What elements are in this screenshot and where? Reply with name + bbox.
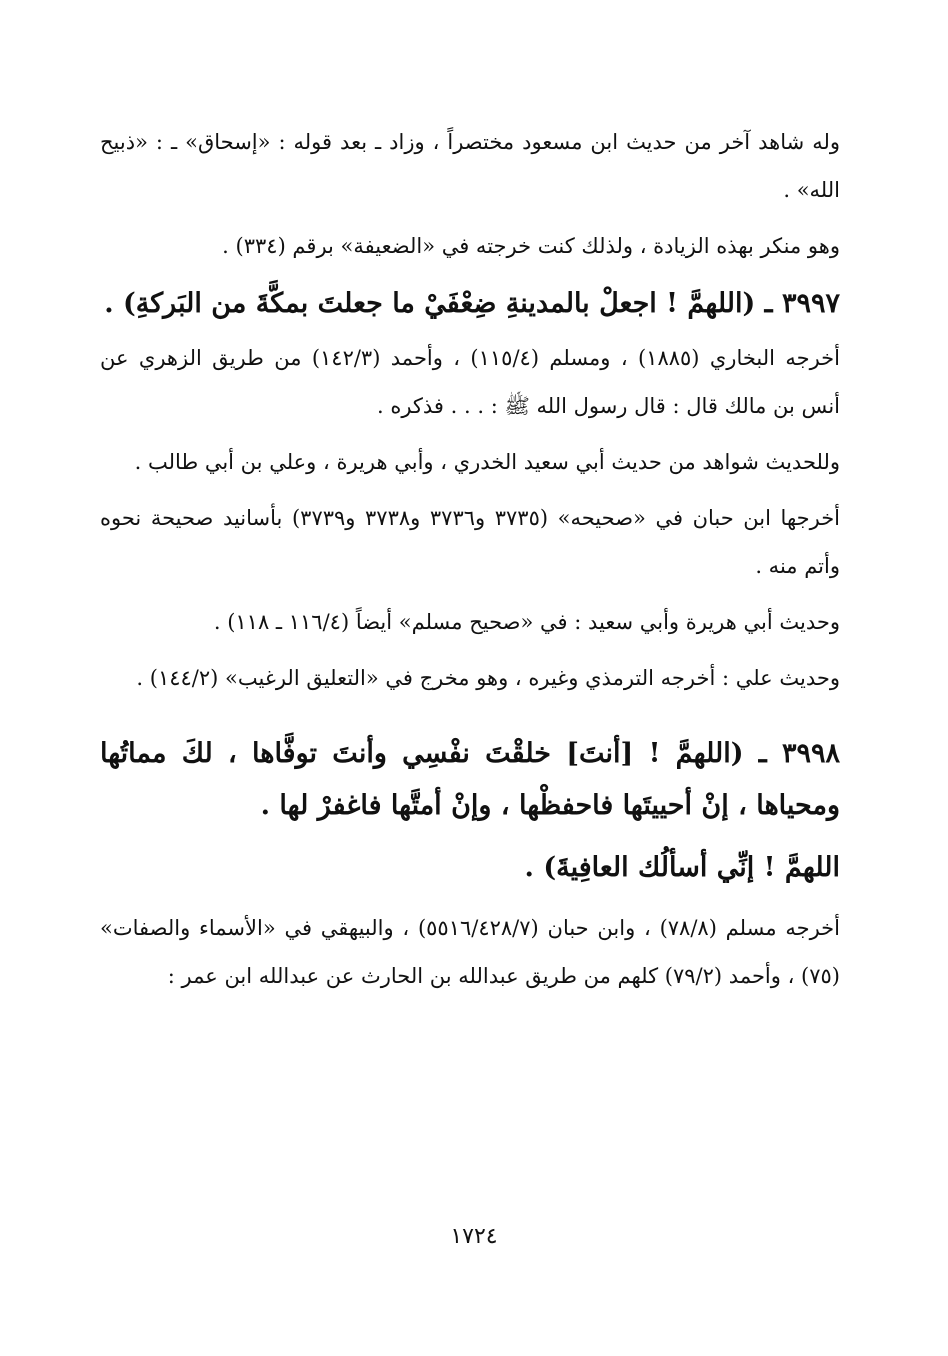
page-number: ١٧٢٤	[450, 1224, 498, 1249]
page-body	[100, 118, 840, 1008]
paragraph-takhrij-3997: أخرجه البخاري (١٨٨٥) ، ومسلم (١١٥/٤) ، وأحمد (١٤٢/٣) من طريق الزهري عن أنس بن مالك قال : قال رسول الله ﷺ : . . . فذكره .	[100, 346, 840, 418]
hadith-heading-3998: ٣٩٩٨ ـ (اللهمَّ ! [أنتَ] خلقْتَ نفْسِي وأنتَ توفَّاها ، لكَ مماتُها ومحياها ، إنْ أحييتَها فاحفظْها ، وإنْ أمتَّها فاغفرْ لها .	[100, 738, 840, 821]
paragraph-takhrij-3998: أخرجه مسلم (٧٨/٨) ، وابن حبان (٥٥١٦/٤٢٨/٧) ، والبيهقي في «الأسماء والصفات» (٧٥) ، وأحمد (٧٩/٢) كلهم من طريق عبدالله بن الحارث عن عبدالله ابن عمر :	[100, 916, 840, 988]
hadith-heading-3997: ٣٩٩٧ ـ (اللهمَّ ! اجعلْ بالمدينةِ ضِعْفَيْ ما جعلتَ بمكَّةَ من البَركةِ) .	[104, 288, 840, 319]
paragraph-ali: وحديث علي : أخرجه الترمذي وغيره ، وهو مخرج في «التعليق الرغيب» (١٤٤/٢) .	[136, 666, 840, 690]
paragraph-ibn-hibban: أخرجها ابن حبان في «صحيحه» (٣٧٣٥ و٣٧٣٦ و٣٧٣٨ و٣٧٣٩) بأسانيد صحيحة نحوه وأتم منه .	[100, 506, 841, 578]
hadith-heading-3998-cont: اللهمَّ ! إنِّي أسألُك العافِيةَ) .	[524, 852, 840, 883]
paragraph-munkar: وهو منكر بهذه الزيادة ، ولذلك كنت خرجته في «الضعيفة» برقم (٣٣٤) .	[222, 234, 840, 258]
paragraph-shawahid: وللحديث شواهد من حديث أبي سعيد الخدري ، وأبي هريرة ، وعلي بن أبي طالب .	[134, 450, 840, 474]
paragraph-abu-hurayra: وحديث أبي هريرة وأبي سعيد : في «صحيح مسلم» أيضاً (١١٦/٤ ـ ١١٨) .	[213, 610, 840, 634]
paragraph-witness: وله شاهد آخر من حديث ابن مسعود مختصراً ، وزاد ـ بعد قوله : «إسحاق» ـ : «ذبيح الله» .	[100, 130, 840, 202]
